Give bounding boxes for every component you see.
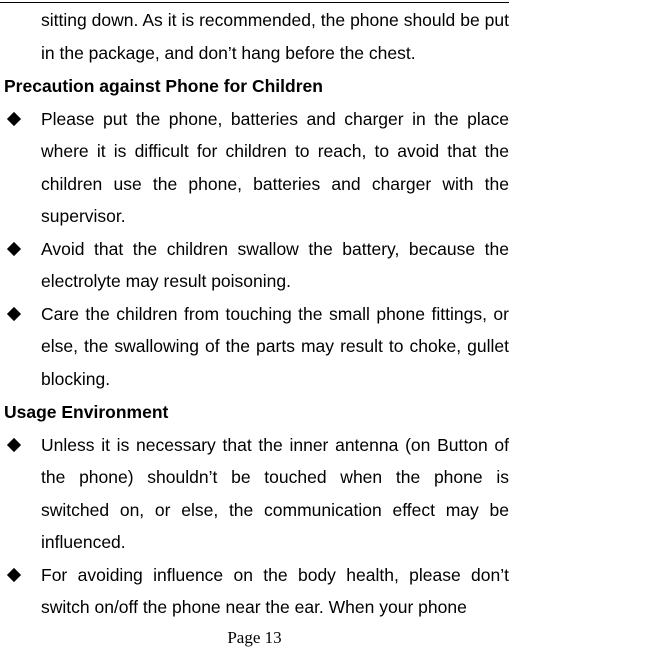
list-item-text: For avoiding influence on the body health, please don’t switch on/off the phone near the ear. When your phone [41, 564, 509, 617]
page-number: Page 13 [227, 628, 282, 647]
intro-paragraph: sitting down. As it is recommended, the phone should be put in the package, and don’t hang before the chest. [41, 10, 509, 63]
page-body [0, 4, 509, 624]
list-item-text: Unless it is necessary that the inner antenna (on Button of the phone) shouldn’t be touched when the phone is switched on, or else, the communication effect may be influenced. [41, 434, 509, 552]
list-item-text: Care the children from touching the small phone fittings, or else, the swallowing of the parts may result to choke, gullet blocking. [41, 303, 509, 389]
list-item-text: Please put the phone, batteries and charger in the place where it is difficult for children to reach, to avoid that the children use the phone, batteries and charger with the supervisor. [41, 108, 509, 226]
list-item-text: Avoid that the children swallow the battery, because the electrolyte may result poisoning. [41, 238, 509, 291]
section-heading-usage-environment: Usage Environment [4, 402, 169, 422]
diamond-bullet-icon [7, 241, 21, 255]
list-item [0, 103, 509, 233]
list-item [0, 298, 509, 396]
children-precaution-list [0, 103, 509, 396]
section-heading-children: Precaution against Phone for Children [4, 76, 323, 96]
list-item [0, 429, 509, 559]
header-rule [0, 2, 509, 3]
diamond-bullet-icon [7, 306, 21, 320]
diamond-bullet-icon [7, 111, 21, 125]
diamond-bullet-icon [7, 437, 21, 451]
list-item [0, 559, 509, 624]
list-item [0, 233, 509, 298]
diamond-bullet-icon [7, 567, 21, 581]
usage-environment-list [0, 429, 509, 624]
